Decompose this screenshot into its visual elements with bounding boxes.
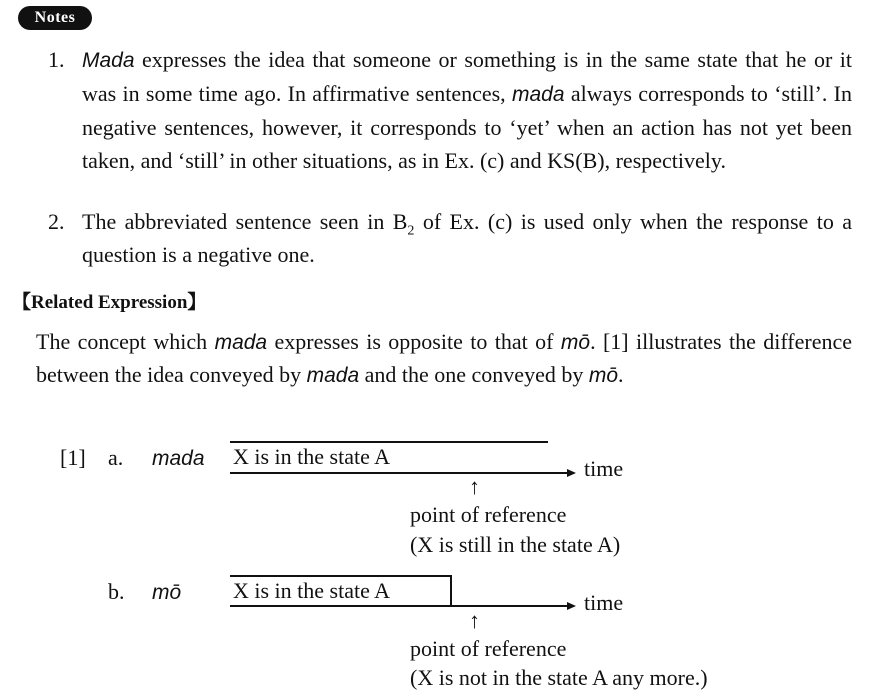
diagram-a-point-label: point of reference: [410, 502, 567, 527]
diagram-a-axis-label: time: [584, 456, 624, 481]
state-a-top-line: [230, 441, 548, 443]
note-2-text: [82, 205, 852, 271]
term-mo: mō: [152, 581, 182, 604]
term-mada: mada: [152, 447, 205, 470]
diagram-b-explanation: (X is not in the state A any more.): [410, 665, 708, 690]
time-axis-b: [230, 605, 568, 607]
diagram-ref: [1]: [60, 445, 86, 470]
para-part: . [1] illustrates the difference between the idea conveyed by: [36, 329, 852, 387]
diagram-b-axis-label: time: [584, 590, 624, 615]
diagram-a-box-text: X is in the state A: [233, 444, 391, 469]
term-mada: mada: [511, 83, 565, 106]
para-part: The concept which: [36, 329, 215, 354]
note-2: [48, 205, 852, 271]
diagram-a-letter: a.: [108, 445, 124, 470]
related-expression-heading: 【Related Expression】: [12, 292, 207, 313]
note-1-text-part: expresses the idea that someone or something is in the same state that he or it was in some time ago. In affirmative sentences,: [82, 47, 852, 106]
diagram-b-point-label: point of reference: [410, 636, 567, 661]
note-1: [48, 43, 852, 177]
term-mo: mō: [560, 331, 591, 354]
diagram-a-explanation: (X is still in the state A): [410, 532, 621, 557]
note-1-number: 1.: [48, 47, 65, 72]
subscript: 2: [407, 223, 415, 239]
reference-arrow-icon: ↑: [469, 474, 480, 499]
term-mada: mada: [306, 364, 360, 387]
term-mo: mō: [588, 364, 619, 387]
note-1-text: [82, 43, 852, 177]
diagram-b-word: [152, 579, 181, 606]
para-part: .: [618, 362, 624, 387]
note-1-text-part: always corresponds to ‘still’. In negative sentences, however, it corresponds to ‘yet’ when an action has not yet been taken, and ‘still’ in other situations, as in Ex. (c) and KS(B), respectively.: [82, 81, 853, 173]
reference-arrow-icon: ↑: [469, 608, 480, 633]
note-2-text-part: of Ex. (c) is used only when the response to a question is a negative one.: [82, 209, 852, 267]
diagram-a-word: [152, 445, 205, 472]
notes-badge: Notes: [18, 6, 92, 30]
time-axis-arrow-icon: [567, 469, 576, 477]
state-a-box-top: [230, 575, 452, 577]
state-a-box-end: [450, 575, 452, 606]
note-2-number: 2.: [48, 209, 65, 234]
time-axis-arrow-icon: [567, 602, 576, 610]
diagram-b-box-text: X is in the state A: [233, 578, 391, 603]
time-axis-a: [230, 472, 568, 474]
para-part: expresses is opposite to that of: [267, 329, 561, 354]
para-part: and the one conveyed by: [359, 362, 589, 387]
term-mada: mada: [214, 331, 268, 354]
related-expression-paragraph: [36, 326, 852, 392]
note-2-text-part: The abbreviated sentence seen in B: [82, 209, 408, 234]
term-mada: Mada: [82, 49, 135, 72]
diagram-b-letter: b.: [108, 579, 125, 604]
